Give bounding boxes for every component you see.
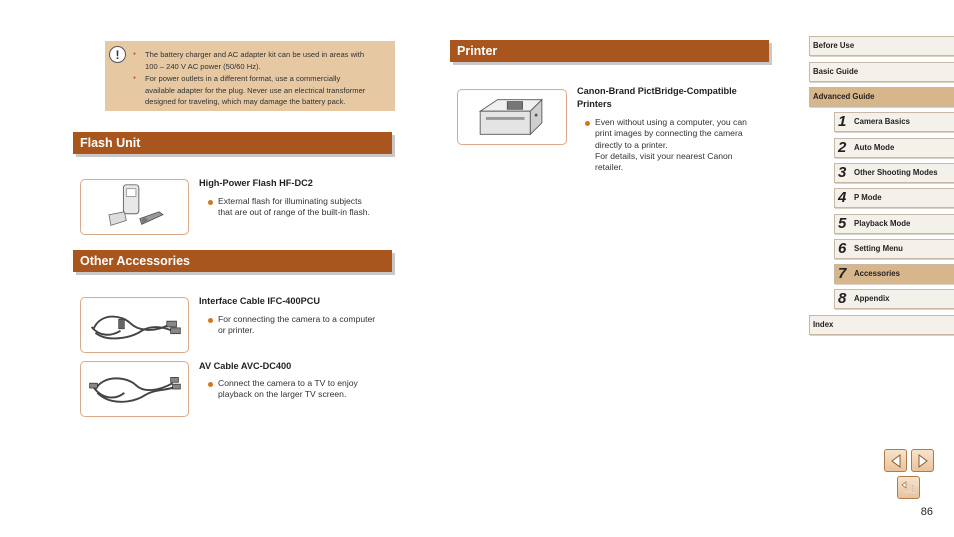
return-button[interactable] [897, 476, 920, 499]
product-desc-printer: Even without using a computer, you can print images by connecting the camera directly to a printer. For details, visit your nearest Canon retailer. [585, 117, 775, 173]
interface-cable-image [80, 297, 189, 353]
printer-image [457, 89, 567, 145]
arrow-left-icon [890, 454, 902, 468]
product-desc-av-cable: Connect the camera to a TV to enjoy playback on the larger TV screen. [208, 378, 398, 401]
page-number: 86 [920, 506, 933, 518]
nav-index[interactable]: Index [809, 315, 954, 335]
arrow-right-icon [917, 454, 929, 468]
product-title-printer: Canon-Brand PictBridge-Compatible Printers [577, 86, 737, 109]
product-title-av-cable: AV Cable AVC-DC400 [199, 361, 292, 371]
return-icon [901, 481, 917, 495]
bullet-icon [585, 121, 590, 126]
nav-chapter-7[interactable]: 7 Accessories [834, 264, 954, 284]
av-cable-image [80, 361, 189, 417]
caution-item: ● The battery charger and AC adapter kit can be used in areas with 100 – 240 V AC power (50/60 Hz). [133, 49, 391, 72]
nav-chapter-4[interactable]: 4 P Mode [834, 188, 954, 208]
product-title-flash: High-Power Flash HF-DC2 [199, 178, 313, 188]
section-header-printer: Printer [450, 40, 769, 62]
nav-chapter-6[interactable]: 6 Setting Menu [834, 239, 954, 259]
previous-page-button[interactable] [884, 449, 907, 472]
nav-advanced-guide[interactable]: Advanced Guide [809, 87, 954, 107]
caution-list [133, 49, 391, 109]
caution-box [105, 41, 395, 111]
nav-chapter-3[interactable]: 3 Other Shooting Modes [834, 163, 954, 183]
nav-chapter-2[interactable]: 2 Auto Mode [834, 138, 954, 158]
bullet-icon [208, 200, 213, 205]
nav-chapter-1[interactable]: 1 Camera Basics [834, 112, 954, 132]
next-page-button[interactable] [911, 449, 934, 472]
bullet-icon [208, 318, 213, 323]
caution-item: ● For power outlets in a different format, use a commercially available adapter for the plug. Never use an electrical transformer designed for traveling, which may damage the battery pack. [133, 73, 391, 108]
section-header-other-accessories: Other Accessories [73, 250, 392, 272]
product-desc-interface-cable: For connecting the camera to a computer or printer. [208, 314, 398, 337]
flash-unit-image [80, 179, 189, 235]
nav-chapter-5[interactable]: 5 Playback Mode [834, 214, 954, 234]
bullet-icon [208, 382, 213, 387]
nav-chapter-8[interactable]: 8 Appendix [834, 289, 954, 309]
product-desc-flash: External flash for illuminating subjects that are out of range of the built-in flash. [208, 196, 398, 219]
section-header-flash-unit: Flash Unit [73, 132, 392, 154]
exclamation-icon: ! [109, 46, 126, 63]
nav-basic-guide[interactable]: Basic Guide [809, 62, 954, 82]
nav-before-use[interactable]: Before Use [809, 36, 954, 56]
product-title-interface-cable: Interface Cable IFC-400PCU [199, 296, 321, 306]
